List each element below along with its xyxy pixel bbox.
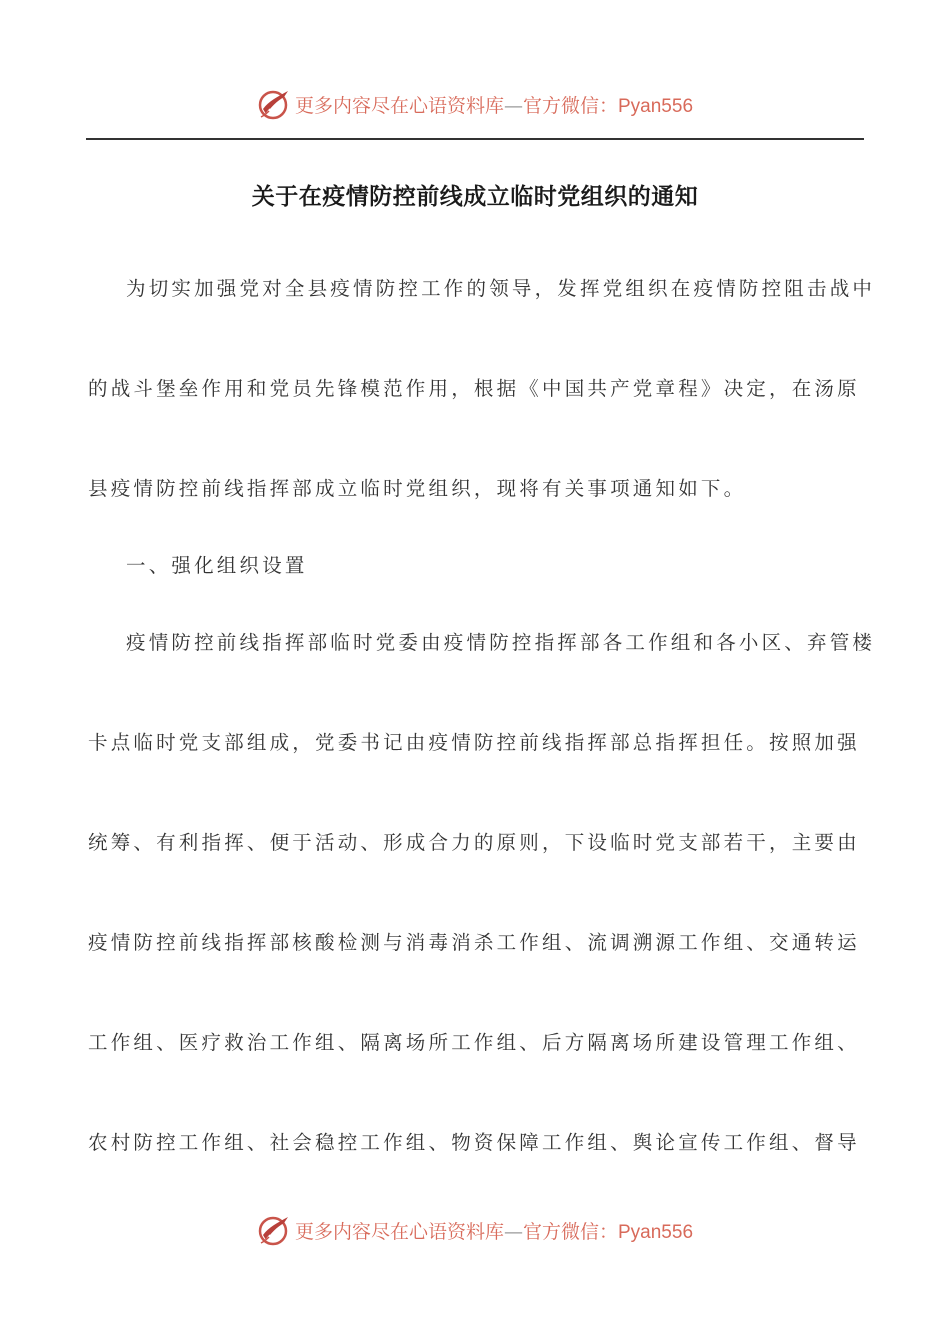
banner-label: 官方微信： [522,94,618,117]
body-line-2: 的战斗堡垒作用和党员先锋模范作用，根据《中国共产党章程》决定，在汤原 [88,377,860,400]
document-title: 关于在疫情防控前线成立临时党组织的通知 [251,184,699,210]
body-line-1: 为切实加强党对全县疫情防控工作的领导，发挥党组织在疫情防控阻击战中 [126,277,876,300]
body-line-9: 工作组、医疗救治工作组、隔离场所工作组、后方隔离场所建设管理工作组、 [88,1031,860,1054]
pen-logo-icon [257,1213,291,1247]
banner-label: 官方微信： [522,1220,618,1243]
banner-main-text: 更多内容尽在心语资料库 [294,94,504,117]
body-line-3: 县疫情防控前线指挥部成立临时党组织，现将有关事项通知如下。 [88,477,747,500]
banner-separator: — [503,1220,523,1243]
body-line-7: 统筹、有利指挥、便于活动、形成合力的原则，下设临时党支部若干，主要由 [88,831,860,854]
body-line-10: 农村防控工作组、社会稳控工作组、物资保障工作组、舆论宣传工作组、督导 [88,1131,860,1154]
banner-text [295,1217,693,1244]
header-rule [86,138,864,140]
header-banner [0,84,950,124]
banner-wechat-id: Pyan556 [618,1221,694,1243]
banner-separator: — [503,94,523,117]
section-heading: 一、强化组织设置 [126,554,308,577]
body-line-8: 疫情防控前线指挥部核酸检测与消毒消杀工作组、流调溯源工作组、交通转运 [88,931,860,954]
banner-wechat-id: Pyan556 [618,95,694,117]
banner-main-text: 更多内容尽在心语资料库 [294,1220,504,1243]
pen-logo-icon [257,87,291,121]
body-line-5: 疫情防控前线指挥部临时党委由疫情防控指挥部各工作组和各小区、弃管楼 [126,631,876,654]
body-line-6: 卡点临时党支部组成，党委书记由疫情防控前线指挥部总指挥担任。按照加强 [88,731,860,754]
banner-text [295,91,693,118]
footer-banner [0,1210,950,1250]
